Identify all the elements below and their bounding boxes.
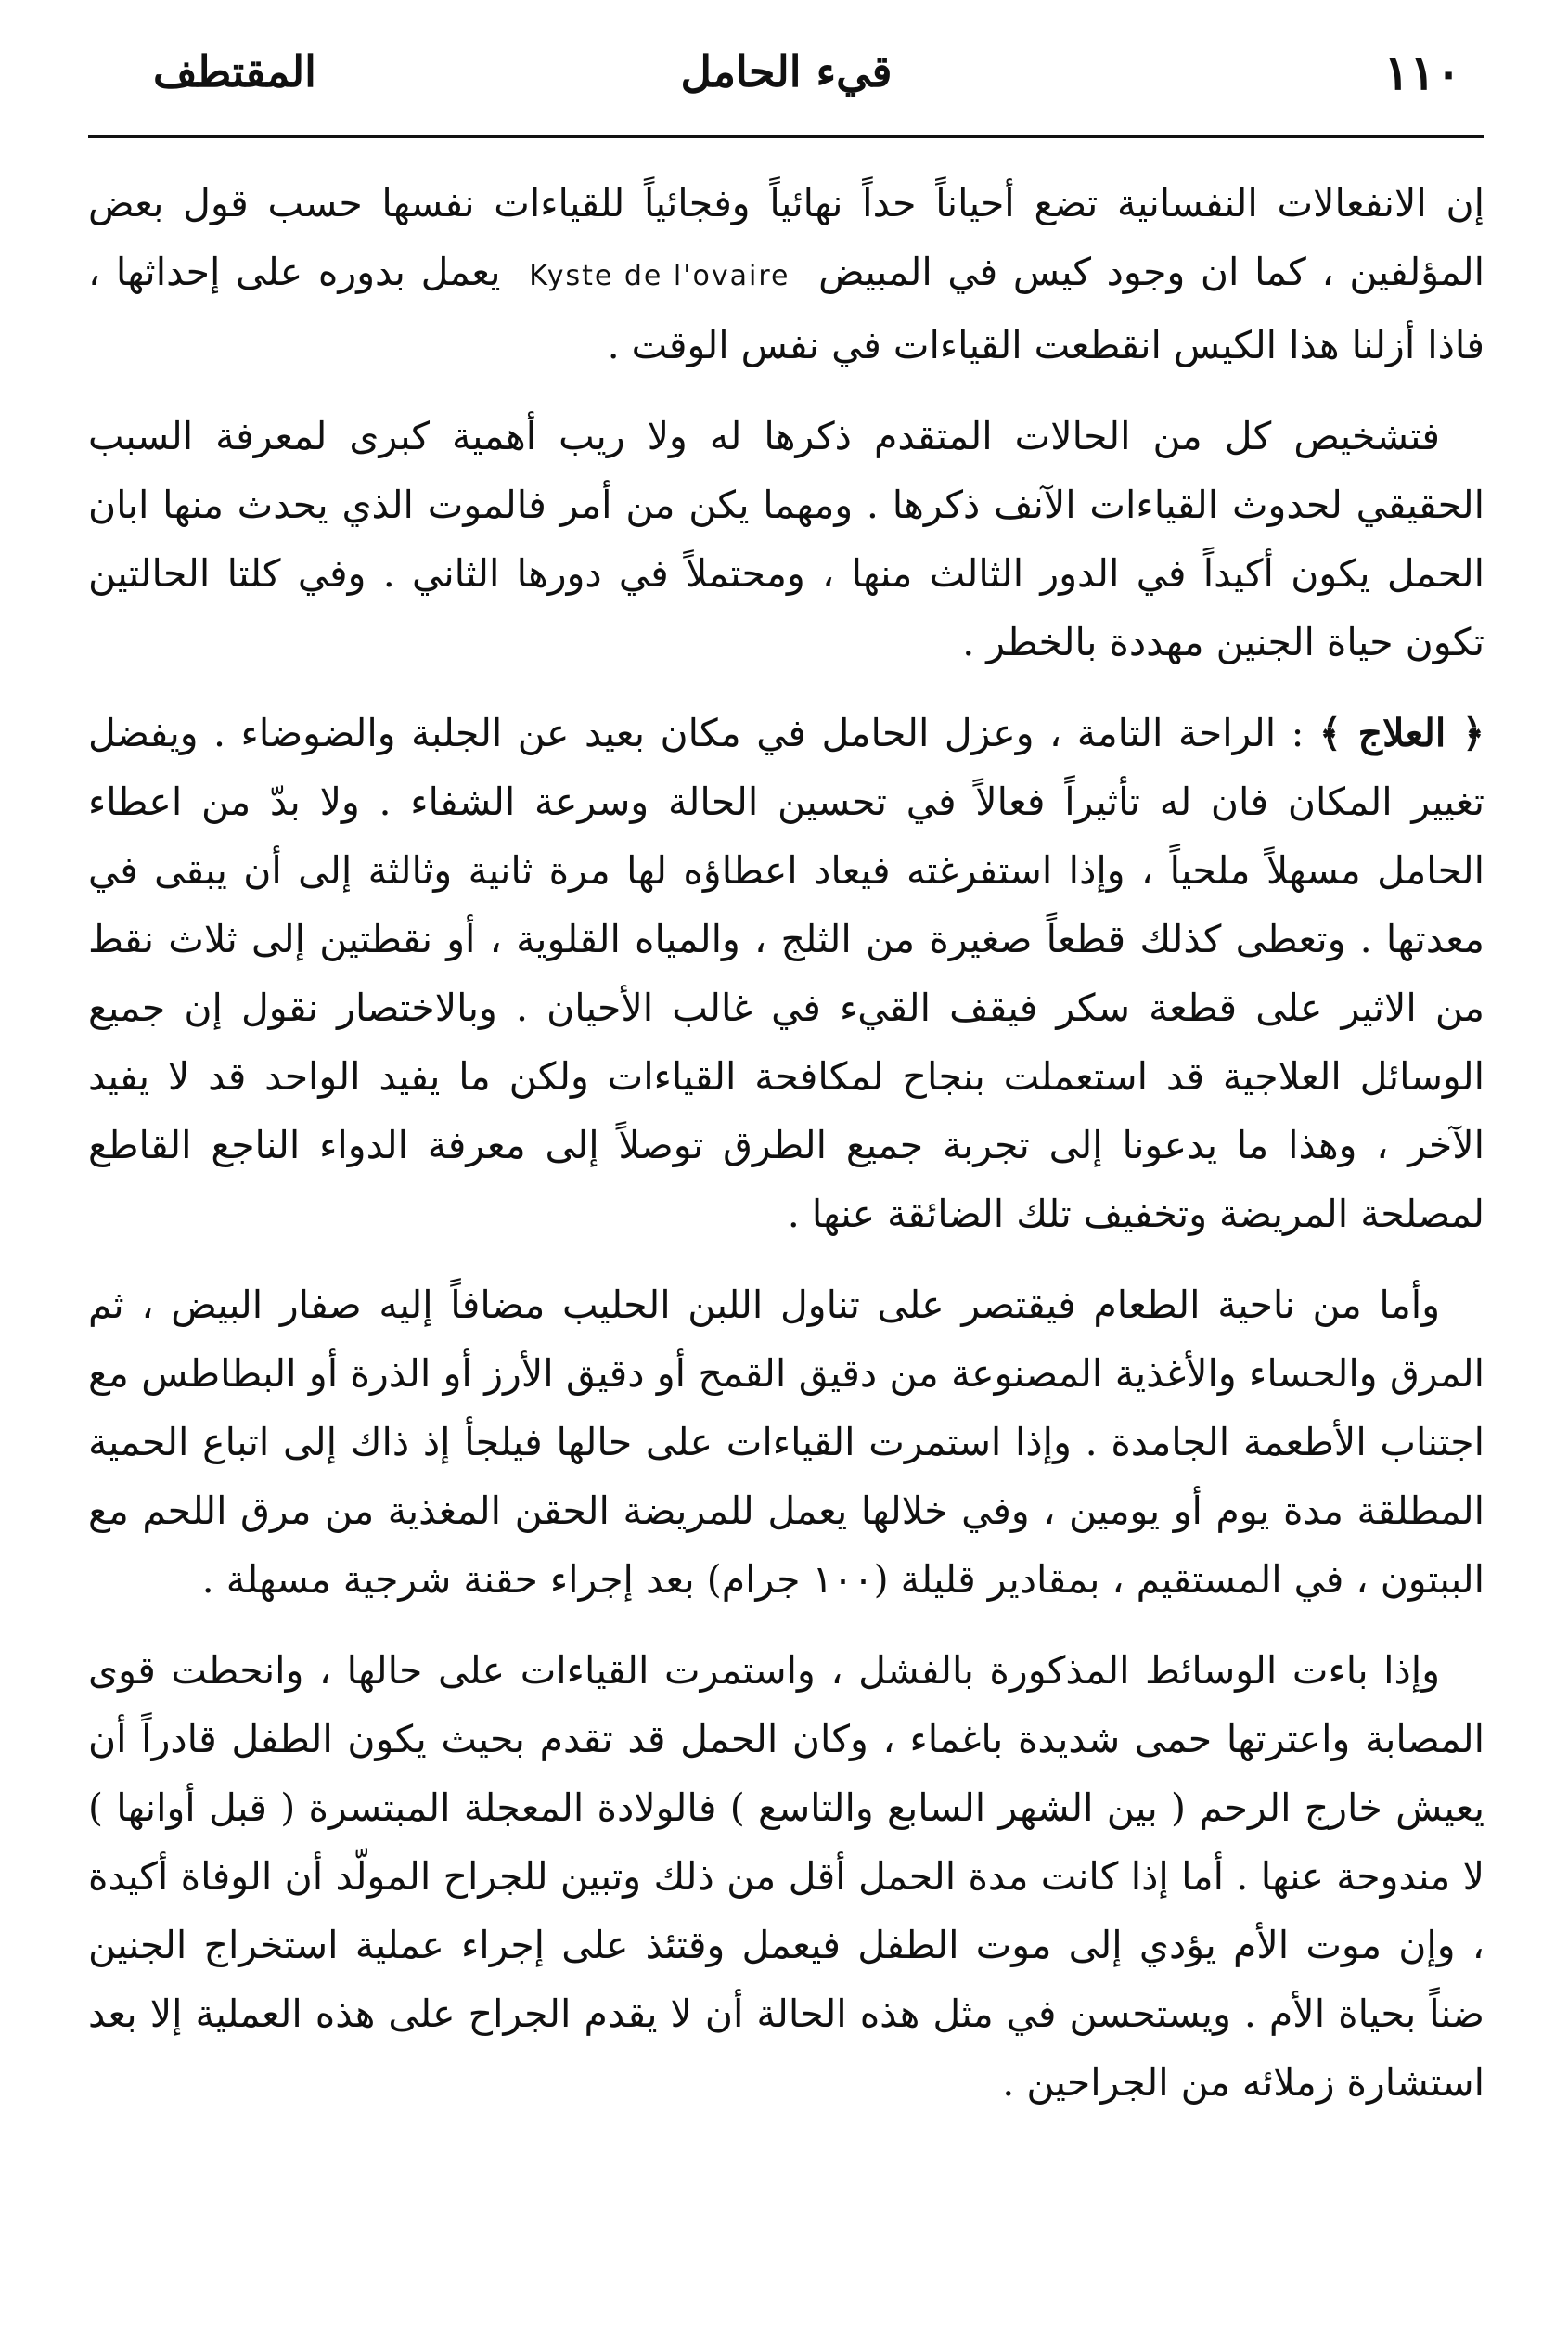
paragraph-1-part-b: يعمل بدوره على إحداثها ، فاذا أزلنا هذا الكيس انقطعت القياءات في نفس الوقت . — [88, 250, 1484, 367]
paragraph-1-part-a: إن الانفعالات النفسانية تضع أحياناً حداً نهائياً وفجائياً للقياءات نفسها حسب قول بعض المؤلفين ، كما ان وجود كيس في المبيض — [88, 181, 1484, 294]
page-number: ١١٠ — [1383, 45, 1461, 101]
paragraph-4: وأما من ناحية الطعام فيقتصر على تناول اللبن الحليب مضافاً إليه صفار البيض ، ثم المرق والحساء والأغذية المصنوعة من دقيق القمح أو دقيق الأرز أو الذرة أو البطاطس مع اجتناب الأطعمة الجامدة . وإذا استمرت القياءات على حالها فيلجأ إذ ذاك إلى اتباع الحمية المطلقة مدة يوم أو يومين ، وفي خلالها يعمل للمريضة الحقن المغذية من مرق اللحم مع الببتون ، في المستقيم ، بمقادير قليلة (١٠٠ جرام) بعد إجراء حقنة شرجية مسهلة . — [88, 1282, 1484, 1602]
paragraph-5: وإذا باءت الوسائط المذكورة بالفشل ، واستمرت القياءات على حالها ، وانحطت قوى المصابة واعترتها حمى شديدة باغماء ، وكان الحمل قد تقدم بحيث يكون الطفل قادراً أن يعيش خارج الرحم ( بين الشهر السابع والتاسع ) فالولادة المعجلة المبتسرة ( قبل أوانها ) لا مندوحة عنها . أما إذا كانت مدة الحمل أقل من ذلك وتبين للجراح المولّد أن الوفاة أكيدة ، وإن موت الأم يؤدي إلى موت الطفل فيعمل وقتئذ على إجراء عملية استخراج الجنين ضناً بحياة الأم . ويستحسن في مثل هذه الحالة أن لا يقدم الجراح على هذه العملية إلا بعد استشارة زملائه من الجراحين . — [88, 1648, 1484, 2105]
article-body — [88, 169, 1484, 2139]
treatment-heading: ﴿ العلاج ﴾ — [1318, 711, 1484, 755]
header-rule — [88, 135, 1484, 138]
paragraph-2: فتشخيص كل من الحالات المتقدم ذكرها له ولا ريب أهمية كبرى لمعرفة السبب الحقيقي لحدوث القياءات الآنف ذكرها . ومهما يكن من أمر فالموت الذي يحدث منها ابان الحمل يكون أكيداً في الدور الثالث منها ، ومحتملاً في دورها الثاني . وفي كلتا الحالتين تكون حياة الجنين مهددة بالخطر . — [88, 414, 1484, 664]
document-page — [88, 37, 1484, 2320]
journal-name: المقتطف — [153, 46, 316, 97]
page-header — [88, 37, 1484, 117]
paragraph-1 — [88, 169, 1484, 380]
article-title: قيء الحامل — [680, 46, 893, 97]
paragraph-3 — [88, 699, 1484, 1248]
paragraph-3-text: : الراحة التامة ، وعزل الحامل في مكان بعيد عن الجلبة والضوضاء . ويفضل تغيير المكان فان له تأثيراً فعالاً في تحسين الحالة وسرعة الشفاء . ولا بدّ من اعطاء الحامل مسهلاً ملحياً ، وإذا استفرغته فيعاد اعطاؤه لها مرة ثانية وثالثة إلى أن يبقى في معدتها . وتعطى كذلك قطعاً صغيرة من الثلج ، والمياه القلوية ، أو نقطتين إلى ثلاث نقط من الاثير على قطعة سكر فيقف القيء في غالب الأحيان . وبالاختصار نقول إن جميع الوسائل العلاجية قد استعملت بنجاح لمكافحة القياءات ولكن ما يفيد الواحد قد لا يفيد الآخر ، وهذا ما يدعونا إلى تجربة جميع الطرق توصلاً إلى معرفة الدواء الناجع القاطع لمصلحة المريضة وتخفيف تلك الضائقة عنها . — [88, 711, 1484, 1236]
latin-term: Kyste de l'ovaire — [529, 260, 790, 292]
